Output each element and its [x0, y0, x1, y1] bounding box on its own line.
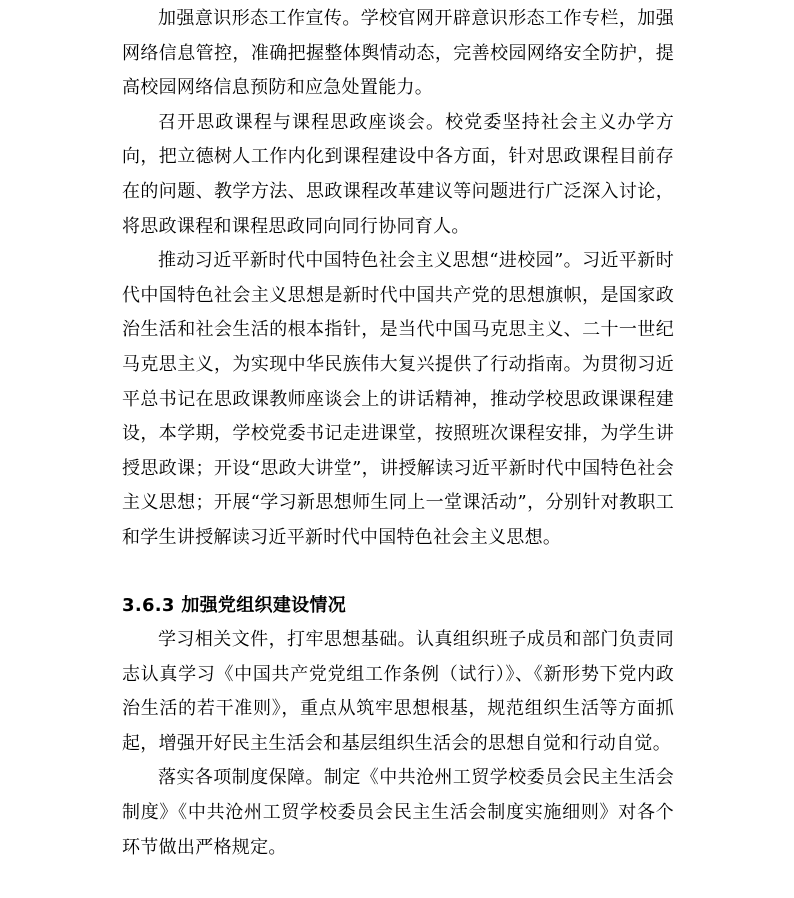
section-heading: 3.6.3 加强党组织建设情况 — [122, 594, 347, 616]
document-body — [122, 2, 674, 865]
paragraph-system-guarantee: 落实各项制度保障。制定《中共沧州工贸学校委员会民主生活会制度》《中共沧州工贸学校委员会民主生活会制度实施细则》对各个环节做出严格规定。 — [122, 767, 674, 858]
paragraph-study-documents: 学习相关文件，打牢思想基础。认真组织班子成员和部门负责同志认真学习《中国共产党党组工作条例（试行）》、《新形势下党内政治生活的若干准则》，重点从筑牢思想根基，规范组织生活等方面抓起，增强开好民主生活会和基层组织生活会的思想自觉和行动自觉。 — [122, 629, 674, 754]
paragraph-ideological-courses-forum: 召开思政课程与课程思政座谈会。校党委坚持社会主义办学方向，把立德树人工作内化到课程建设中各方面，针对思政课程目前存在的问题、教学方法、思政课程改革建议等问题进行广泛深入讨论，将思政课程和课程思政同向同行协同育人。 — [122, 111, 674, 237]
paragraph-ideology-publicity: 加强意识形态工作宣传。学校官网开辟意识形态工作专栏，加强网络信息管控，准确把握整体舆情动态，完善校园网络安全防护，提高校园网络信息预防和应急处置能力。 — [122, 8, 674, 99]
paragraph-thought-into-campus: 推动习近平新时代中国特色社会主义思想“进校园”。习近平新时代中国特色社会主义思想是新时代中国共产党的思想旗帜，是国家政治生活和社会生活的根本指针，是当代中国马克思主义、二十一世纪马克思主义，为实现中华民族伟大复兴提供了行动指南。为贯彻习近平总书记在思政课教师座谈会上的讲话精神，推动学校思政课课程建设，本学期，学校党委书记走进课堂，按照班次课程安排，为学生讲授思政课；开设“思政大讲堂”，讲授解读习近平新时代中国特色社会主义思想；开展“学习新思想师生同上一堂课活动”，分别针对教职工和学生讲授解读习近平新时代中国特色社会主义思想。 — [122, 250, 674, 548]
